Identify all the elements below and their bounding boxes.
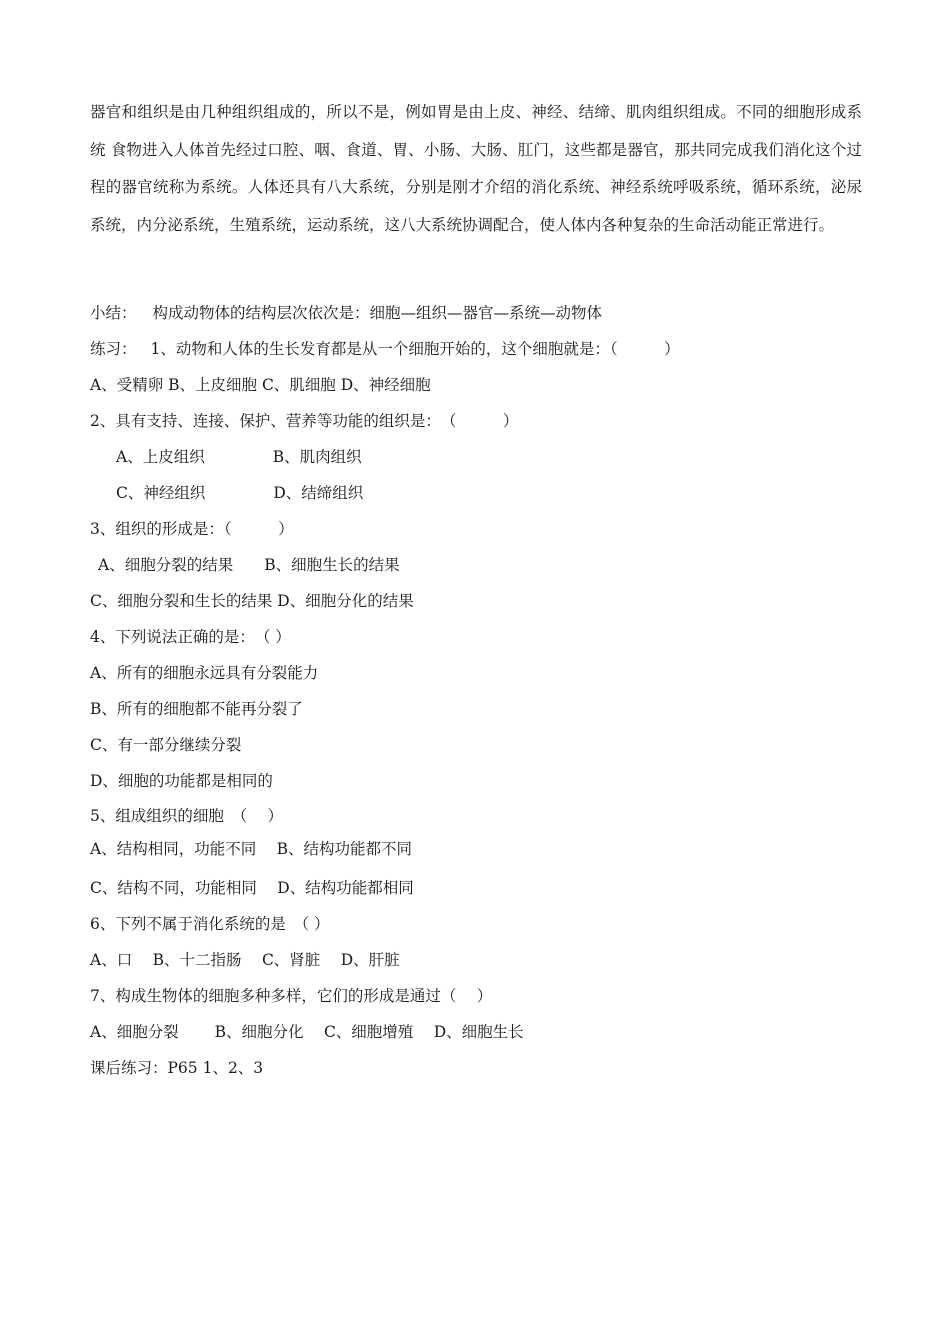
q2-options-row1 xyxy=(116,447,362,467)
q5-options-row2: C、结构不同，功能相同 D、结构功能都相同 xyxy=(90,879,414,897)
q7-stem: 7、构成生物体的细胞多种多样，它们的形成是通过（ ） xyxy=(90,987,493,1005)
q6-stem: 6、下列不属于消化系统的是 （ ） xyxy=(90,915,330,933)
summary-label: 小结： xyxy=(90,304,137,322)
q4-option-b: B、所有的细胞都不能再分裂了 xyxy=(90,700,303,718)
q4-option-d: D、细胞的功能都是相同的 xyxy=(90,772,273,790)
q2-options-row2 xyxy=(116,483,363,503)
summary-text: 构成动物体的结构层次依次是：细胞—组织—器官—系统—动物体 xyxy=(152,304,603,322)
q2-option-a: A、上皮组织 xyxy=(116,448,205,466)
q2-option-b: B、肌肉组织 xyxy=(272,448,362,466)
q2-stem: 2、具有支持、连接、保护、营养等功能的组织是： （ ） xyxy=(90,412,519,430)
q2-option-d: D、结缔组织 xyxy=(273,484,364,502)
homework-line: 课后练习：P65 1、2、3 xyxy=(90,1059,264,1077)
summary-line xyxy=(90,303,602,323)
q5-options-row1: A、结构相同，功能不同 B、结构功能都不同 xyxy=(90,840,413,858)
q4-stem: 4、下列说法正确的是： （ ） xyxy=(90,628,291,646)
q7-options: A、细胞分裂 B、细胞分化 C、细胞增殖 D、细胞生长 xyxy=(90,1023,524,1041)
question-stem: 1、动物和人体的生长发育都是从一个细胞开始的，这个细胞就是：（ ） xyxy=(150,340,680,358)
q2-option-c: C、神经组织 xyxy=(116,484,206,502)
q3-stem: 3、组织的形成是：（ ） xyxy=(90,520,294,538)
q4-option-c: C、有一部分继续分裂 xyxy=(90,736,242,754)
q1-options: A、受精卵 B、上皮细胞 C、肌细胞 D、神经细胞 xyxy=(90,376,431,394)
intro-paragraph: 器官和组织是由几种组织组成的，所以不是，例如胃是由上皮、神经、结缔、肌肉组织组成。不同的细胞形成系统 食物进入人体首先经过口腔、咽、食道、胃、小肠、大肠、肛门，这些都是器官，那共同完成我们消化这个过程的器官统称为系统。人体还具有八大系统，分别是刚才介绍的消化系统、神经系统呼吸系统，循环系统，泌尿系统，内分泌系统，生殖系统，运动系统，这八大系统协调配合，使人体内各种复杂的生命活动能正常进行。 xyxy=(90,103,862,234)
q6-options: A、口 B、十二指肠 C、肾脏 D、肝脏 xyxy=(90,951,400,969)
practice-q1-stem xyxy=(90,339,680,359)
practice-label: 练习： xyxy=(90,340,137,358)
q3-options-row1: A、细胞分裂的结果 B、细胞生长的结果 xyxy=(98,556,400,574)
q5-stem: 5、组成组织的细胞 （ ） xyxy=(90,807,284,825)
q3-options-row2: C、细胞分裂和生长的结果 D、细胞分化的结果 xyxy=(90,592,414,610)
q4-option-a: A、所有的细胞永远具有分裂能力 xyxy=(90,664,319,682)
